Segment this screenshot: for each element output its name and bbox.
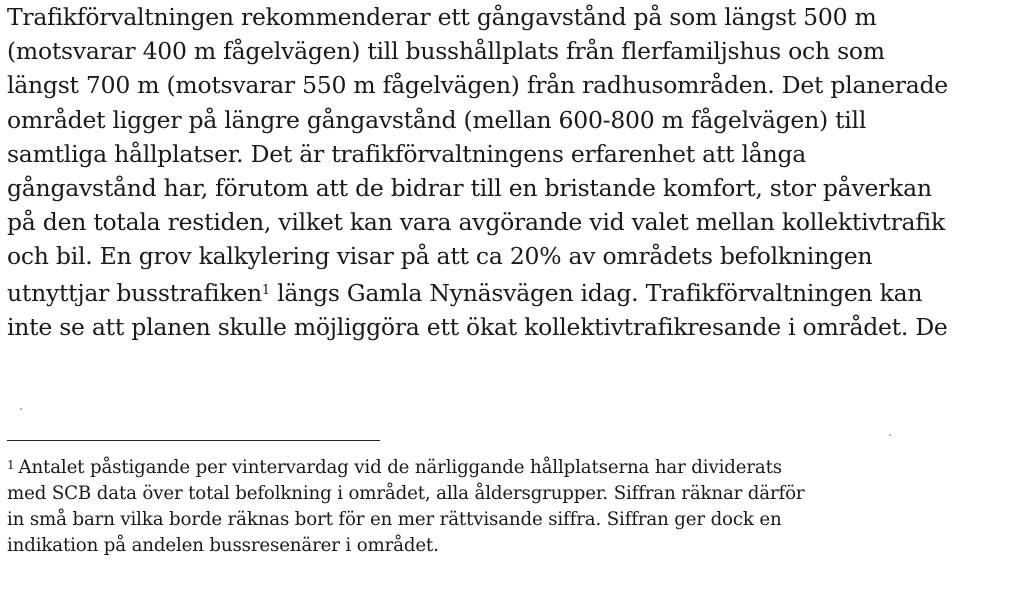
text-line: och bil. En grov kalkylering visar på att ca 20% av områdets befolkningen [7,242,873,271]
text-segment: Antalet påstigande per vintervardag vid de närliggande hållplatserna har dividerats [18,457,782,478]
text-line: på den totala restiden, vilket kan vara avgörande vid valet mellan kollektivtrafik [7,208,946,237]
scan-speck [20,408,22,410]
text-segment: längs Gamla Nynäsvägen idag. Trafikförvaltningen kan [269,278,923,307]
body-paragraph [7,0,1017,344]
footnote-line: med SCB data över total befolkning i området, alla åldersgrupper. Siffran räknar därför [7,483,805,504]
text-line: gångavstånd har, förutom att de bidrar till en bristande komfort, stor påverkan [7,174,932,203]
footnote-line: indikation på andelen bussresenärer i området. [7,535,439,556]
text-line-with-footnote-ref [7,274,1017,310]
scan-speck [889,434,891,436]
footnote-line: in små barn vilka borde räknas bort för en mer rättvisande siffra. Siffran ger dock en [7,509,782,530]
footnote-line [7,452,1017,481]
text-line: inte se att planen skulle möjliggöra ett ökat kollektivtrafikresande i området. De [7,312,948,341]
text-line: samtliga hållplatser. Det är trafikförvaltningens erfarenhet att långa [7,139,807,168]
text-line: (motsvarar 400 m fågelvägen) till busshållplats från flerfamiljshus och som [7,37,885,66]
footnote [7,452,1017,559]
text-line: längst 700 m (motsvarar 550 m fågelvägen) från radhusområden. Det planerade [7,71,948,100]
footnote-marker: 1 [7,458,15,472]
text-line: området ligger på längre gångavstånd (mellan 600-800 m fågelvägen) till [7,105,867,134]
footnote-divider [7,440,380,441]
text-segment: utnyttjar busstrafiken [7,278,262,307]
text-line: Trafikförvaltningen rekommenderar ett gångavstånd på som längst 500 m [7,3,877,31]
footnote-reference[interactable]: 1 [261,282,270,298]
